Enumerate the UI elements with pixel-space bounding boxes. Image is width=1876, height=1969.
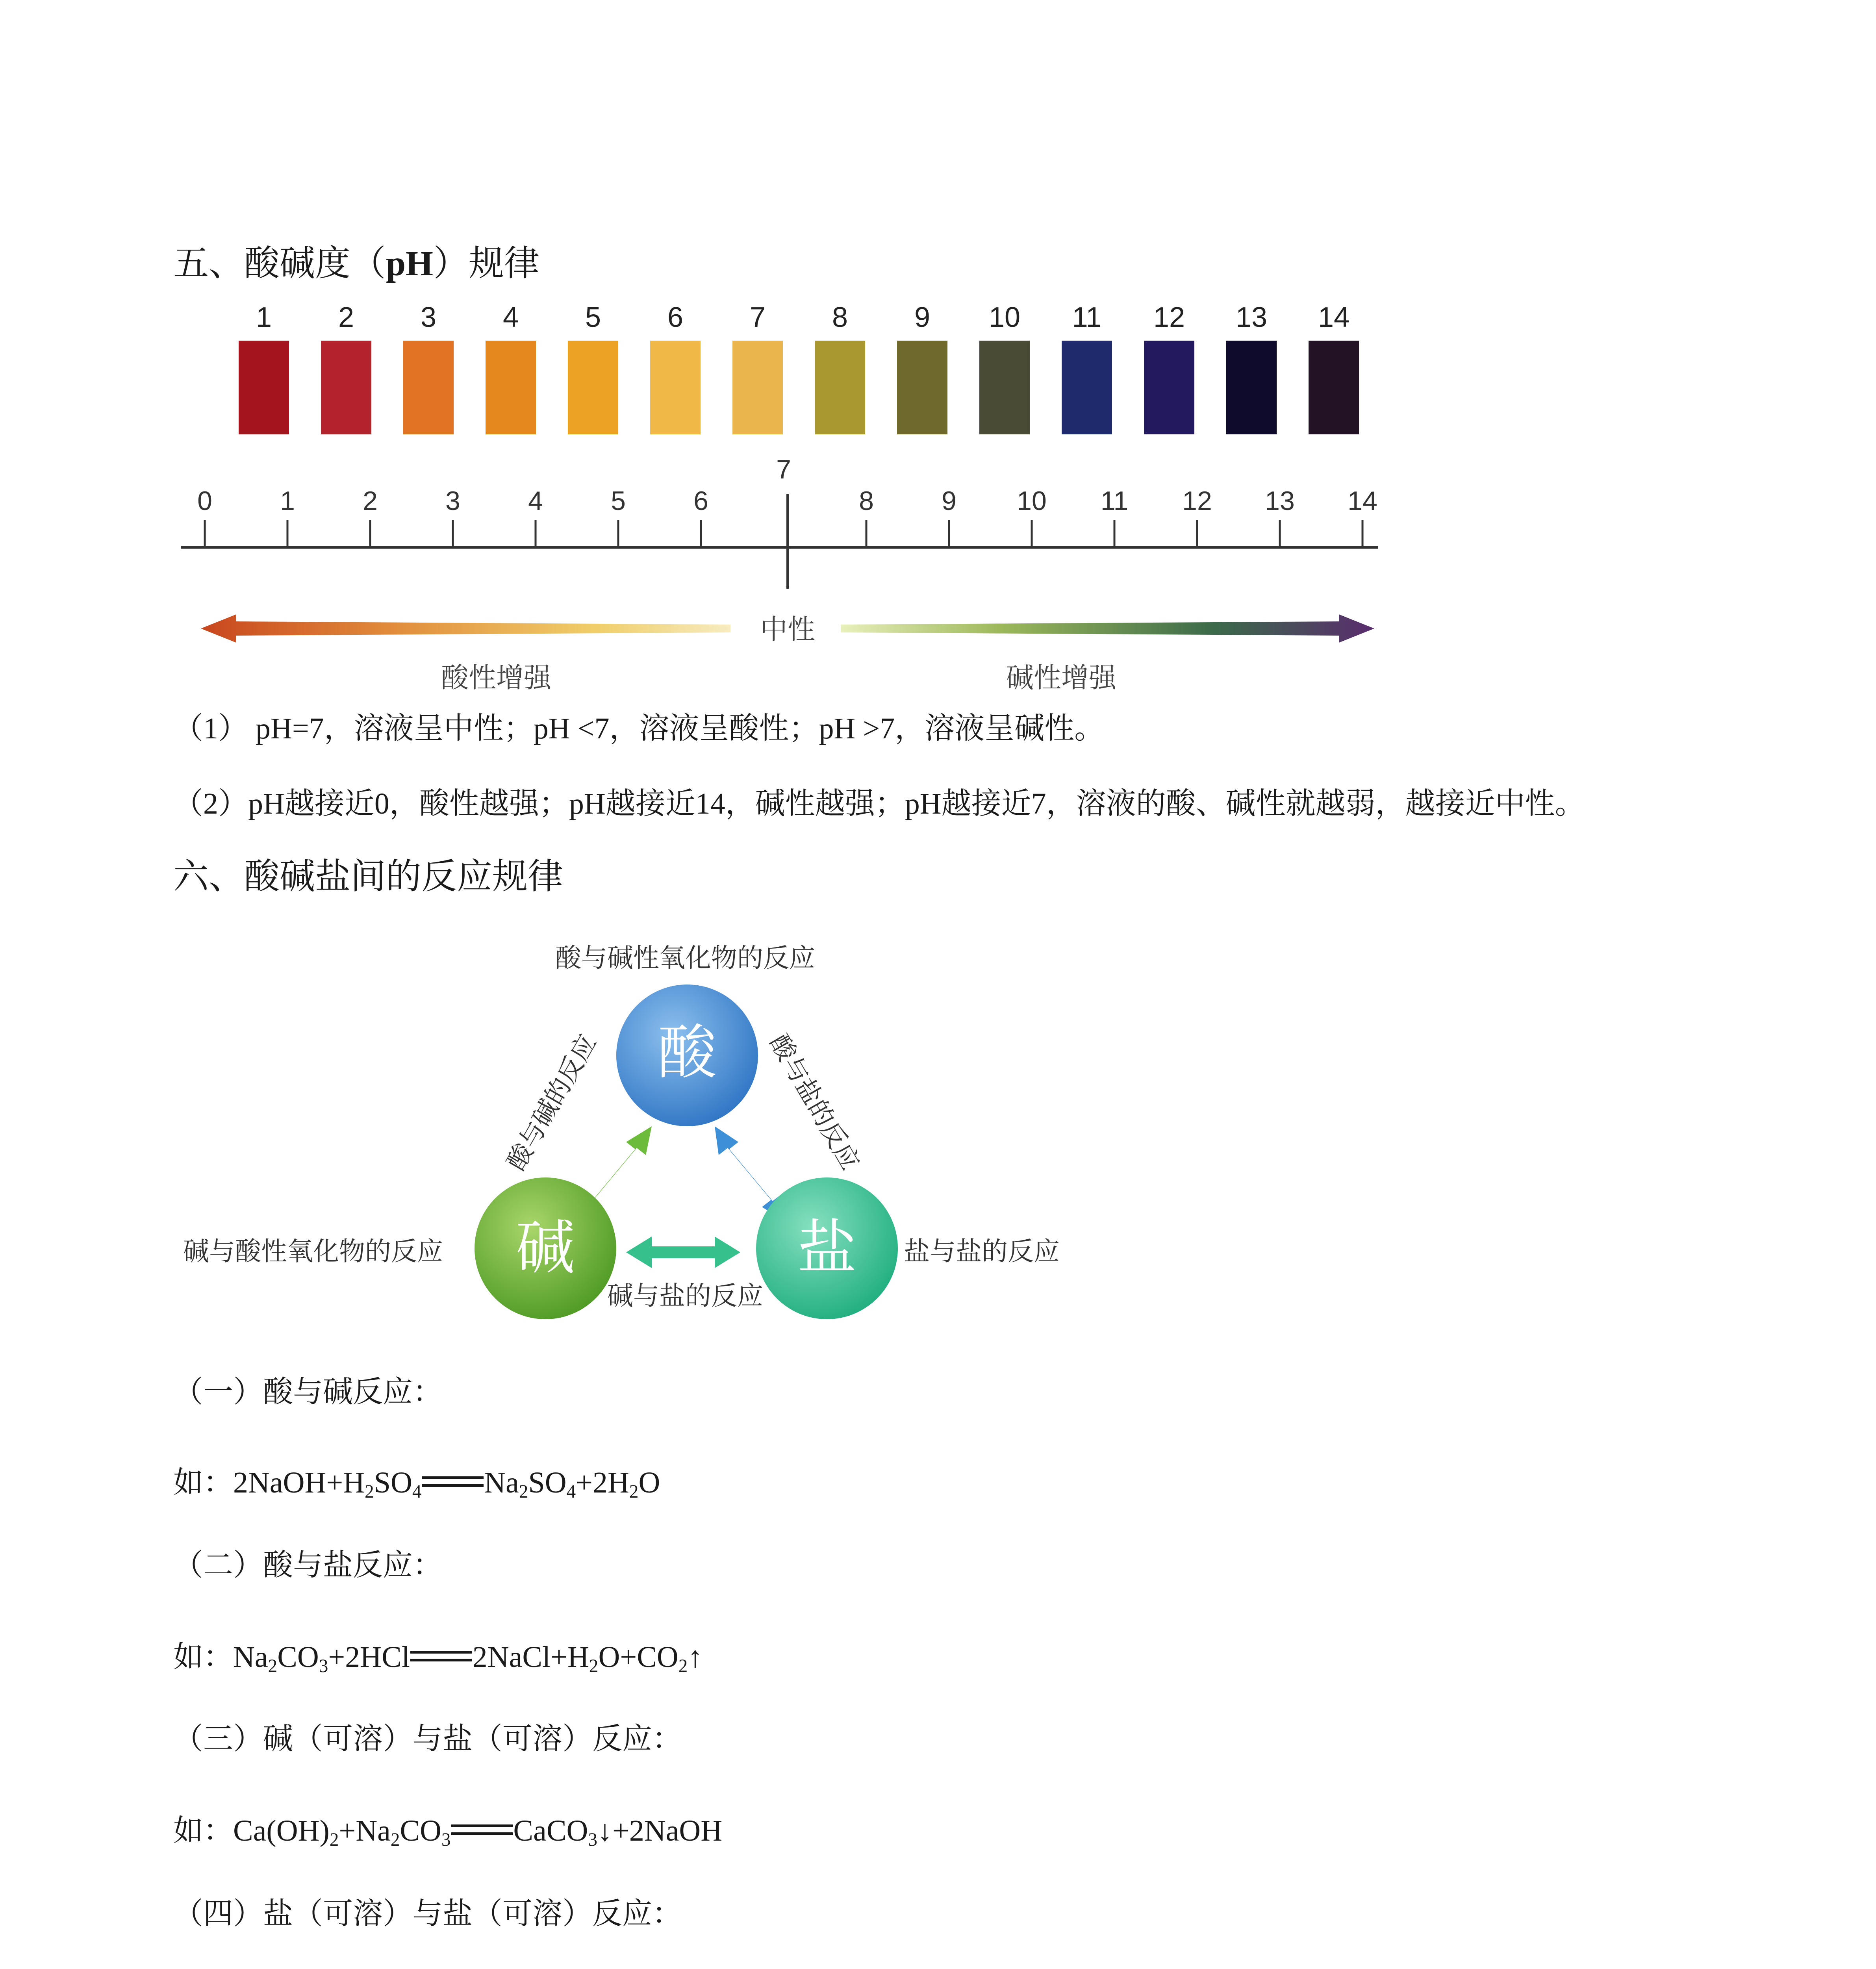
base-label: 碱性增强 — [1006, 662, 1116, 693]
scale-number: 2 — [363, 486, 378, 516]
salt-salt-label: 盐与盐的反应 — [904, 1237, 1060, 1266]
strip-box — [732, 341, 783, 434]
item-2-example: 如：Na2CO3+2HCl 2NaCl+H2O+CO2↑ — [173, 1641, 703, 1677]
section-5-title-pre: 五、酸碱度（ — [173, 244, 386, 283]
strip-number: 5 — [585, 302, 601, 333]
item-1-heading: （一）酸与碱反应： — [173, 1376, 443, 1409]
point-1: （1） pH=7，溶液呈中性；pH <7，溶液呈酸性；pH >7，溶液呈碱性。 — [173, 712, 1105, 745]
scale-number: 4 — [528, 486, 543, 516]
acid-circle-label: 酸 — [657, 1020, 717, 1086]
strip-box — [403, 341, 454, 434]
strip-box — [568, 341, 618, 434]
scale-number: 3 — [445, 486, 460, 516]
scale-number: 14 — [1348, 486, 1377, 516]
item-4-heading: （四）盐（可溶）与盐（可溶）反应： — [173, 1897, 682, 1930]
strip-number: 10 — [988, 302, 1021, 333]
base-salt-double-arrow — [626, 1237, 740, 1268]
section-6-title: 六、酸碱盐间的反应规律 — [173, 857, 563, 896]
item-1-example: 如：2NaOH+H2SO4 Na2SO4+2H2O — [173, 1466, 660, 1502]
base-salt-label: 碱与盐的反应 — [607, 1281, 763, 1310]
scale-number: 0 — [197, 486, 212, 516]
scale-number: 8 — [859, 486, 874, 516]
scale-number: 11 — [1100, 486, 1129, 516]
strip-box — [1144, 341, 1194, 434]
strip-number: 3 — [420, 302, 437, 333]
item-2-prefix: 如： — [173, 1641, 233, 1674]
section-5-title-ph: pH — [386, 244, 434, 283]
strip-numbers — [256, 302, 1350, 333]
scale-number: 13 — [1265, 486, 1295, 516]
acid-base-label: 酸与碱的反应 — [501, 1029, 602, 1175]
strip-box — [1309, 341, 1359, 434]
equals-sign — [410, 1651, 472, 1661]
strip-box — [486, 341, 536, 434]
scale-ticks — [205, 520, 1363, 547]
base-circle-label: 碱 — [515, 1214, 575, 1281]
strip-number: 9 — [914, 302, 931, 333]
point-2: （2）pH越接近0，酸性越强；pH越接近14，碱性越强；pH越接近7，溶液的酸、碱性就越弱，越接近中性。 — [173, 787, 1585, 820]
scale-number: 7 — [776, 454, 791, 484]
neutral-label: 中性 — [760, 614, 815, 645]
equals-sign — [422, 1476, 484, 1487]
acid-arrow — [201, 614, 730, 643]
strip-box — [1226, 341, 1277, 434]
strip-number: 2 — [338, 302, 354, 333]
strip-number: 11 — [1072, 302, 1102, 333]
strip-boxes — [239, 341, 1359, 434]
item-2-heading: （二）酸与盐反应： — [173, 1549, 443, 1582]
section-5-title-post: ）规律 — [433, 244, 540, 283]
strip-number: 1 — [256, 302, 272, 333]
strip-number: 8 — [832, 302, 848, 333]
strip-number: 14 — [1318, 302, 1350, 333]
scale-number: 9 — [942, 486, 957, 516]
strip-box — [321, 341, 371, 434]
section-5-title — [173, 246, 539, 282]
strip-number: 13 — [1235, 302, 1268, 333]
strip-number: 7 — [749, 302, 766, 333]
scale-number: 6 — [693, 486, 708, 516]
scale-number: 12 — [1182, 486, 1212, 516]
scale-number: 1 — [280, 486, 295, 516]
reaction-triangle-diagram — [173, 937, 1110, 1331]
item-3-heading: （三）碱（可溶）与盐（可溶）反应： — [173, 1722, 682, 1756]
base-acidic-oxide-label: 碱与酸性氧化物的反应 — [183, 1237, 443, 1266]
strip-box — [239, 341, 289, 434]
strip-number: 6 — [667, 302, 684, 333]
strip-number: 4 — [502, 302, 519, 333]
strip-box — [650, 341, 701, 434]
strip-box — [897, 341, 947, 434]
equals-sign — [451, 1824, 513, 1835]
salt-circle-label: 盐 — [797, 1214, 857, 1281]
strip-box — [815, 341, 865, 434]
scale-number: 5 — [611, 486, 626, 516]
item-1-prefix: 如： — [173, 1466, 233, 1499]
scale-number: 10 — [1017, 486, 1047, 516]
ph-scale-figure — [173, 299, 1410, 701]
item-3-example: 如：Ca(OH)2+Na2CO3 CaCO3↓+2NaOH — [173, 1814, 723, 1850]
strip-box — [979, 341, 1030, 434]
strip-box — [1062, 341, 1112, 434]
item-3-prefix: 如： — [173, 1814, 233, 1847]
acid-basic-oxide-label: 酸与碱性氧化物的反应 — [555, 943, 815, 972]
base-arrow — [841, 614, 1374, 643]
strip-number: 12 — [1153, 302, 1185, 333]
acid-salt-label: 酸与盐的反应 — [764, 1029, 865, 1175]
acid-label: 酸性增强 — [441, 662, 551, 693]
